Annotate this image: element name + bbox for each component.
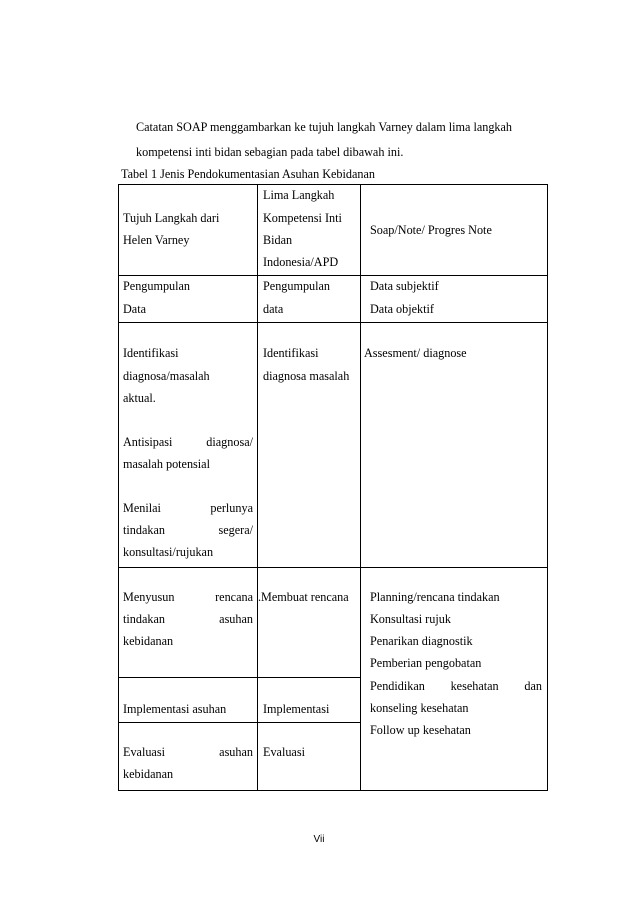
planning-item: Penarikan diagnostik <box>370 634 473 648</box>
header-col2-line-3: Bidan <box>263 233 293 247</box>
pengumpulan-col1-line-1: Pengumpulan <box>123 279 191 293</box>
pengumpulan-col2-line-2: data <box>263 302 284 316</box>
pengumpulan-col1-line-2: Data <box>123 302 147 316</box>
membuat-rencana: .Membuat rencana <box>258 590 349 604</box>
planning-item: Pemberian pengobatan <box>370 656 482 670</box>
intro-line-1: Catatan SOAP menggambarkan ke tujuh langkah Varney dalam lima langkah <box>136 120 513 134</box>
planning-item: Konsultasi rujuk <box>370 612 451 626</box>
identifikasi-col1-line-2: diagnosa/masalah <box>123 369 210 383</box>
header-col1-line-2: Helen Varney <box>123 233 190 247</box>
assesment-diagnose: Assesment/ diagnose <box>364 346 467 360</box>
planning-item: Planning/rencana tindakan <box>370 590 500 604</box>
identifikasi-col1-line-3: aktual. <box>123 391 156 405</box>
menilai-line-2: tindakan segera/ <box>123 523 253 537</box>
table-border-right <box>547 184 548 791</box>
pengumpulan-col2-line-1: Pengumpulan <box>263 279 331 293</box>
antisipasi-line-2: masalah potensial <box>123 457 210 471</box>
table-rule <box>118 722 360 723</box>
table-caption: Tabel 1 Jenis Pendokumentasian Asuhan Kebidanan <box>121 167 376 181</box>
table-border-left <box>118 184 119 791</box>
menyusun-line-3: kebidanan <box>123 634 174 648</box>
data-subjektif: Data subjektif <box>370 279 439 293</box>
table-rule <box>118 322 548 323</box>
table-border-bottom <box>118 790 548 791</box>
menyusun-line-1: Menyusun rencana <box>123 590 253 604</box>
data-objektif: Data objektif <box>370 302 434 316</box>
page-number: Vii <box>313 834 325 845</box>
header-col3: Soap/Note/ Progres Note <box>370 223 492 237</box>
header-col2-line-4: Indonesia/APD <box>263 255 339 269</box>
table-column-divider <box>360 184 361 791</box>
identifikasi-col2-line-2: diagnosa masalah <box>263 369 350 383</box>
planning-item: Follow up kesehatan <box>370 723 471 737</box>
header-col2-line-1: Lima Langkah <box>263 188 335 202</box>
table-rule <box>118 567 548 568</box>
evaluasi-line-1: Evaluasi asuhan <box>123 745 253 759</box>
identifikasi-col1-line-1: Identifikasi <box>123 346 179 360</box>
menilai-line-1: Menilai perlunya <box>123 501 253 515</box>
menilai-line-3: konsultasi/rujukan <box>123 545 214 559</box>
evaluasi: Evaluasi <box>263 745 305 759</box>
menyusun-line-2: tindakan asuhan <box>123 612 253 626</box>
table-rule <box>118 677 360 678</box>
table-column-divider <box>257 184 258 791</box>
header-col1-line-1: Tujuh Langkah dari <box>123 211 220 225</box>
implementasi: Implementasi <box>263 702 330 716</box>
evaluasi-line-2: kebidanan <box>123 767 174 781</box>
antisipasi-line-1: Antisipasi diagnosa/ <box>123 435 253 449</box>
header-col2-line-2: Kompetensi Inti <box>263 211 342 225</box>
planning-item: konseling kesehatan <box>370 701 469 715</box>
implementasi-asuhan: Implementasi asuhan <box>123 702 227 716</box>
identifikasi-col2-line-1: Identifikasi <box>263 346 319 360</box>
intro-line-2: kompetensi inti bidan sebagian pada tabel dibawah ini. <box>136 145 404 159</box>
planning-item-justified: Pendidikan kesehatan dan <box>370 679 542 693</box>
